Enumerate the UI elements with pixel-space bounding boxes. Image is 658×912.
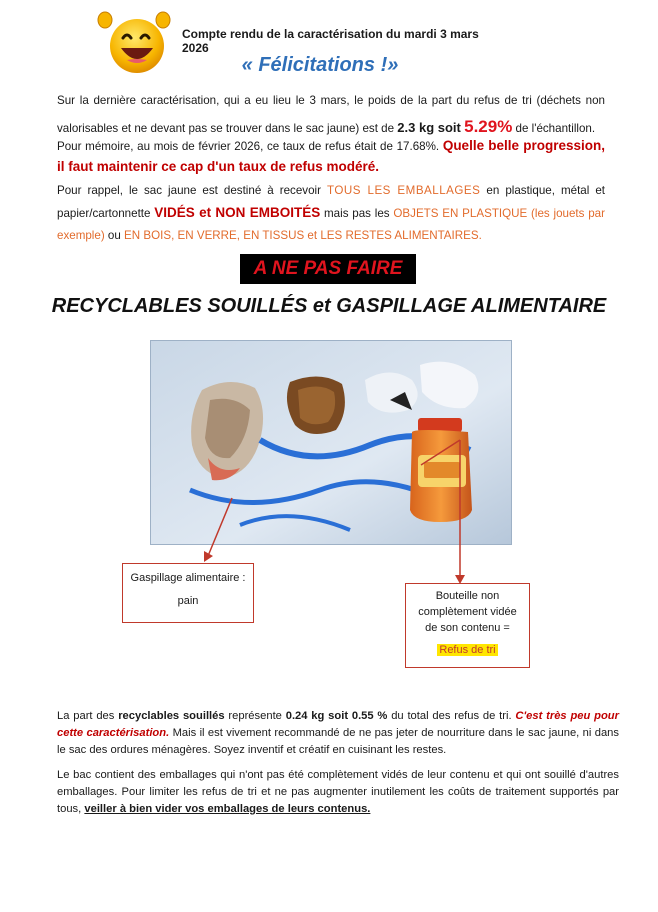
para2-text: Pour mémoire, au mois de février 2026, ce taux de refus était de 17.68%. — [57, 140, 443, 153]
soiled-weight-text: 0.24 kg soit 0.55 % — [285, 710, 388, 722]
para3-text1: Pour rappel, le sac jaune est destiné à recevoir — [57, 184, 327, 197]
excluded-materials-text: EN BOIS, EN VERRE, EN TISSUS et LES RESTES ALIMENTAIRES. — [124, 229, 482, 242]
weight-value: 2.3 kg soit — [397, 120, 461, 135]
callout-bread — [122, 563, 254, 623]
all-packaging-text: TOUS LES EMBALLAGES — [327, 184, 481, 197]
arrow-left-line — [208, 498, 232, 556]
empty-packaging-advice: veiller à bien vider vos emballages de leurs contenus. — [84, 803, 371, 815]
para5-text: Le bac contient des emballages qui n'ont pas été complètement vidés de leur contenu et qui ont souillé d'autres emballages. Pour limiter les refus de tri et ne pas augmenter inutilement les coûts de traitement supportés par tous, — [57, 769, 619, 815]
para3-text2: en plastique, métal et papier/cartonnette — [57, 184, 605, 220]
report-title: Compte rendu de la caractérisation du mardi 3 mars 2026 — [182, 27, 479, 55]
callout-bottle-line3: de son contenu = — [425, 622, 510, 634]
para4-text4: Mais il est vivement recommandé de ne pas jeter de nourriture dans le sac jaune, ni dans le sac des ordures ménagères. Soyez inventif et créatif en cuisinant les restes. — [57, 727, 619, 756]
warning-banner: A NE PAS FAIRE — [240, 254, 416, 284]
para1-end: de l'échantillon. — [512, 122, 596, 135]
callout-bread-line1: Gaspillage alimentaire : — [130, 572, 246, 584]
plastic-objects-text: OBJETS EN PLASTIQUE (les jouets par exemple) — [57, 207, 605, 242]
para1-text: Sur la dernière caractérisation, qui a eu lieu le 3 mars, le poids de la part du refus de tri (déchets non valorisables et ne devant pas se trouver dans le sac jaune) est de — [57, 94, 605, 135]
paragraph-soiled — [57, 708, 619, 759]
congratulations-heading: « Félicitations !» — [241, 54, 399, 76]
callout-bread-line2: pain — [177, 595, 199, 607]
callout-bottle-line2: complètement vidée — [418, 606, 517, 618]
callout-bottle — [405, 583, 530, 668]
arrow-left-head — [204, 551, 213, 562]
progress-highlight: Quelle belle progression, il faut maintenir ce cap d'un taux de refus modéré. — [57, 138, 605, 174]
soiled-recyclables-text: recyclables souillés — [118, 710, 225, 722]
emptied-text: VIDÉS et NON EMBOITÉS — [154, 205, 321, 220]
arrow-right-line-top — [421, 440, 460, 465]
section-headline: RECYCLABLES SOUILLÉS et GASPILLAGE ALIMENTAIRE — [51, 295, 607, 317]
refus-de-tri-tag: Refus de tri — [439, 644, 496, 656]
para4-text1: La part des — [57, 710, 119, 722]
paragraph-empty-packaging — [57, 767, 619, 818]
callout-bottle-line1: Bouteille non — [435, 590, 500, 602]
para4-text2: représente — [224, 710, 286, 722]
very-little-text: C'est très peu pour cette caractérisation. — [57, 710, 619, 739]
para3-text3: mais pas les — [320, 207, 394, 220]
refusal-percent: 5.29% — [464, 117, 513, 136]
para3-text4: ou — [104, 229, 125, 242]
para4-text3: du total des refus de tri. — [387, 710, 516, 722]
